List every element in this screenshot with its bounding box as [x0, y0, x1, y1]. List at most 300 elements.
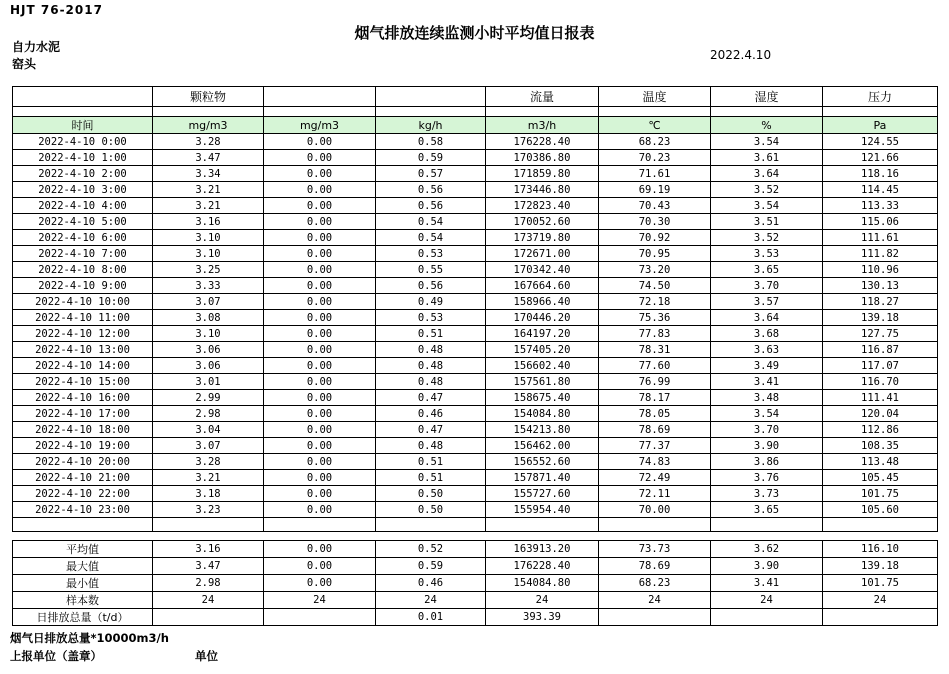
time-cell: 2022-4-10 20:00 [13, 454, 153, 470]
table-row [13, 358, 938, 374]
value-cell: 3.63 [711, 342, 823, 358]
value-cell: 3.51 [711, 214, 823, 230]
table-row [13, 150, 938, 166]
summary-label-cell: 日排放总量（t/d） [13, 609, 153, 626]
value-cell: 0.00 [264, 575, 376, 592]
value-cell: 3.64 [711, 166, 823, 182]
value-cell: 78.69 [599, 422, 711, 438]
table-row [13, 558, 938, 575]
value-cell: 3.06 [153, 342, 264, 358]
time-cell: 2022-4-10 16:00 [13, 390, 153, 406]
value-cell: 171859.80 [486, 166, 599, 182]
value-cell: 130.13 [823, 278, 938, 294]
value-cell: 111.61 [823, 230, 938, 246]
hourly-data-table [12, 86, 938, 532]
value-cell: 3.54 [711, 198, 823, 214]
value-cell: 0.56 [376, 182, 486, 198]
value-cell: 154213.80 [486, 422, 599, 438]
value-cell: 77.37 [599, 438, 711, 454]
value-cell: 77.83 [599, 326, 711, 342]
value-cell: 3.18 [153, 486, 264, 502]
value-cell: 0.00 [264, 326, 376, 342]
empty-cell [486, 518, 599, 532]
time-cell: 2022-4-10 2:00 [13, 166, 153, 182]
value-cell: 0.46 [376, 575, 486, 592]
value-cell: 113.48 [823, 454, 938, 470]
value-cell: 158966.40 [486, 294, 599, 310]
value-cell: 101.75 [823, 486, 938, 502]
value-cell: 74.50 [599, 278, 711, 294]
value-cell: 0.48 [376, 342, 486, 358]
value-cell: 3.06 [153, 358, 264, 374]
value-cell: 0.00 [264, 150, 376, 166]
spacer-cell [486, 107, 599, 117]
value-cell: 68.23 [599, 575, 711, 592]
value-cell: 71.61 [599, 166, 711, 182]
value-cell: 0.48 [376, 438, 486, 454]
time-cell: 2022-4-10 9:00 [13, 278, 153, 294]
value-cell: 170446.20 [486, 310, 599, 326]
value-cell: 117.07 [823, 358, 938, 374]
value-cell: 0.00 [264, 246, 376, 262]
value-cell: 154084.80 [486, 575, 599, 592]
value-cell: 24 [823, 592, 938, 609]
value-cell: 118.16 [823, 166, 938, 182]
value-cell: 3.28 [153, 134, 264, 150]
value-cell: 110.96 [823, 262, 938, 278]
time-cell: 2022-4-10 18:00 [13, 422, 153, 438]
value-cell: 155954.40 [486, 502, 599, 518]
value-cell: 0.01 [376, 609, 486, 626]
value-cell: 78.69 [599, 558, 711, 575]
value-cell: 114.45 [823, 182, 938, 198]
value-cell: 3.62 [711, 541, 823, 558]
value-cell: 3.90 [711, 438, 823, 454]
value-cell: 157871.40 [486, 470, 599, 486]
value-cell: 3.49 [711, 358, 823, 374]
value-cell: 0.00 [264, 454, 376, 470]
value-cell: 3.07 [153, 438, 264, 454]
value-cell: 164197.20 [486, 326, 599, 342]
value-cell: 0.00 [264, 342, 376, 358]
time-cell: 2022-4-10 3:00 [13, 182, 153, 198]
table-row [13, 278, 938, 294]
value-cell: 0.57 [376, 166, 486, 182]
value-cell: 3.90 [711, 558, 823, 575]
summary-label-cell: 样本数 [13, 592, 153, 609]
value-cell: 0.52 [376, 541, 486, 558]
value-cell: 157561.80 [486, 374, 599, 390]
value-cell: 3.57 [711, 294, 823, 310]
value-cell: 0.51 [376, 326, 486, 342]
unit-pa: Pa [823, 117, 938, 134]
value-cell: 75.36 [599, 310, 711, 326]
value-cell: 3.52 [711, 230, 823, 246]
page-title: 烟气排放连续监测小时平均值日报表 [354, 24, 595, 42]
time-cell: 2022-4-10 7:00 [13, 246, 153, 262]
value-cell: 3.76 [711, 470, 823, 486]
value-cell: 24 [264, 592, 376, 609]
table-row [13, 609, 938, 626]
value-cell: 3.01 [153, 374, 264, 390]
value-cell: 74.83 [599, 454, 711, 470]
time-cell: 2022-4-10 17:00 [13, 406, 153, 422]
value-cell: 0.00 [264, 406, 376, 422]
value-cell: 3.52 [711, 182, 823, 198]
value-cell: 3.48 [711, 390, 823, 406]
value-cell: 0.59 [376, 150, 486, 166]
value-cell: 108.35 [823, 438, 938, 454]
value-cell: 0.00 [264, 198, 376, 214]
value-cell: 3.04 [153, 422, 264, 438]
value-cell: 0.46 [376, 406, 486, 422]
value-cell: 0.53 [376, 310, 486, 326]
footer-signature-line [10, 648, 949, 664]
table-head [13, 87, 938, 134]
table-section-gap [0, 532, 949, 540]
trailing-empty-section [13, 518, 938, 532]
table-row [13, 230, 938, 246]
value-cell: 3.70 [711, 278, 823, 294]
value-cell: 0.53 [376, 246, 486, 262]
value-cell: 3.21 [153, 182, 264, 198]
standard-code: HJT 76-2017 [10, 3, 103, 17]
value-cell: 0.49 [376, 294, 486, 310]
value-cell: 78.17 [599, 390, 711, 406]
value-cell: 69.19 [599, 182, 711, 198]
value-cell: 154084.80 [486, 406, 599, 422]
time-cell: 2022-4-10 1:00 [13, 150, 153, 166]
units-header-row [13, 117, 938, 134]
value-cell: 0.55 [376, 262, 486, 278]
time-cell: 2022-4-10 5:00 [13, 214, 153, 230]
value-cell: 0.50 [376, 502, 486, 518]
unit-kgh: kg/h [376, 117, 486, 134]
time-cell: 2022-4-10 14:00 [13, 358, 153, 374]
value-cell: 24 [376, 592, 486, 609]
value-cell: 3.28 [153, 454, 264, 470]
value-cell: 3.47 [153, 150, 264, 166]
value-cell: 105.60 [823, 502, 938, 518]
value-cell: 167664.60 [486, 278, 599, 294]
value-cell: 158675.40 [486, 390, 599, 406]
header-spacer-cell [13, 87, 153, 107]
value-cell: 70.92 [599, 230, 711, 246]
spacer-cell [599, 107, 711, 117]
value-cell: 112.86 [823, 422, 938, 438]
value-cell: 3.64 [711, 310, 823, 326]
value-cell: 176228.40 [486, 134, 599, 150]
column-header-blank-1 [264, 87, 376, 107]
value-cell: 0.00 [264, 502, 376, 518]
value-cell: 3.54 [711, 134, 823, 150]
value-cell: 0.56 [376, 198, 486, 214]
value-cell: 0.00 [264, 134, 376, 150]
value-cell: 0.00 [264, 182, 376, 198]
value-cell: 3.65 [711, 262, 823, 278]
time-cell: 2022-4-10 6:00 [13, 230, 153, 246]
value-cell: 78.31 [599, 342, 711, 358]
value-cell: 0.51 [376, 454, 486, 470]
time-cell: 2022-4-10 11:00 [13, 310, 153, 326]
value-cell: 111.41 [823, 390, 938, 406]
unit-label: 单位 [195, 649, 218, 663]
value-cell: 3.33 [153, 278, 264, 294]
value-cell: 3.41 [711, 374, 823, 390]
value-cell: 173446.80 [486, 182, 599, 198]
value-cell: 24 [153, 592, 264, 609]
time-cell: 2022-4-10 21:00 [13, 470, 153, 486]
value-cell: 115.06 [823, 214, 938, 230]
value-cell: 124.55 [823, 134, 938, 150]
value-cell: 68.23 [599, 134, 711, 150]
empty-cell [376, 518, 486, 532]
empty-cell [153, 518, 264, 532]
column-header-temperature: 温度 [599, 87, 711, 107]
spacer-cell [711, 107, 823, 117]
empty-row [13, 518, 938, 532]
column-header-blank-2 [376, 87, 486, 107]
unit-mgm3-2: mg/m3 [264, 117, 376, 134]
unit-celsius: ℃ [599, 117, 711, 134]
monitoring-point: 窑头 [12, 57, 37, 71]
value-cell: 0.00 [264, 358, 376, 374]
header-spacer-cell-2 [13, 107, 153, 117]
spacer-cell [823, 107, 938, 117]
value-cell: 0.00 [264, 486, 376, 502]
value-cell: 111.82 [823, 246, 938, 262]
value-cell: 3.68 [711, 326, 823, 342]
value-cell: 3.21 [153, 470, 264, 486]
value-cell: 0.54 [376, 214, 486, 230]
spacer-cell [376, 107, 486, 117]
value-cell: 139.18 [823, 558, 938, 575]
value-cell: 0.00 [264, 541, 376, 558]
value-cell: 2.99 [153, 390, 264, 406]
value-cell: 0.00 [264, 310, 376, 326]
time-cell: 2022-4-10 19:00 [13, 438, 153, 454]
value-cell [599, 609, 711, 626]
empty-cell [264, 518, 376, 532]
value-cell: 173719.80 [486, 230, 599, 246]
summary-label-cell: 平均值 [13, 541, 153, 558]
value-cell: 78.05 [599, 406, 711, 422]
value-cell: 3.34 [153, 166, 264, 182]
value-cell: 73.73 [599, 541, 711, 558]
table-row [13, 374, 938, 390]
value-cell: 70.30 [599, 214, 711, 230]
value-cell [823, 609, 938, 626]
unit-m3h: m3/h [486, 117, 599, 134]
value-cell: 70.95 [599, 246, 711, 262]
value-cell: 72.11 [599, 486, 711, 502]
value-cell: 70.23 [599, 150, 711, 166]
value-cell: 156552.60 [486, 454, 599, 470]
time-cell: 2022-4-10 23:00 [13, 502, 153, 518]
value-cell: 116.87 [823, 342, 938, 358]
value-cell: 0.00 [264, 230, 376, 246]
value-cell: 0.47 [376, 390, 486, 406]
document-header [0, 0, 949, 86]
table-row [13, 262, 938, 278]
value-cell: 0.50 [376, 486, 486, 502]
value-cell: 116.70 [823, 374, 938, 390]
table-row [13, 390, 938, 406]
value-cell: 3.25 [153, 262, 264, 278]
reporting-unit-label: 上报单位（盖章） [10, 649, 102, 663]
time-cell: 2022-4-10 4:00 [13, 198, 153, 214]
table-row [13, 342, 938, 358]
table-row [13, 326, 938, 342]
value-cell: 172671.00 [486, 246, 599, 262]
empty-cell [13, 518, 153, 532]
value-cell: 24 [486, 592, 599, 609]
table-row [13, 406, 938, 422]
table-row [13, 182, 938, 198]
value-cell: 176228.40 [486, 558, 599, 575]
value-cell: 0.47 [376, 422, 486, 438]
value-cell: 118.27 [823, 294, 938, 310]
value-cell: 24 [711, 592, 823, 609]
value-cell: 0.00 [264, 166, 376, 182]
value-cell: 76.99 [599, 374, 711, 390]
value-cell: 2.98 [153, 406, 264, 422]
value-cell: 3.10 [153, 246, 264, 262]
value-cell: 0.00 [264, 390, 376, 406]
value-cell: 121.66 [823, 150, 938, 166]
value-cell: 3.21 [153, 198, 264, 214]
time-cell: 2022-4-10 22:00 [13, 486, 153, 502]
value-cell: 0.51 [376, 470, 486, 486]
value-cell: 3.41 [711, 575, 823, 592]
value-cell: 70.43 [599, 198, 711, 214]
company-name: 自力水泥 [12, 40, 61, 54]
value-cell: 3.07 [153, 294, 264, 310]
value-cell: 3.23 [153, 502, 264, 518]
hourly-rows [13, 134, 938, 518]
value-cell: 3.10 [153, 230, 264, 246]
value-cell: 116.10 [823, 541, 938, 558]
empty-cell [599, 518, 711, 532]
value-cell: 73.20 [599, 262, 711, 278]
value-cell: 3.86 [711, 454, 823, 470]
value-cell: 3.73 [711, 486, 823, 502]
value-cell: 0.56 [376, 278, 486, 294]
summary-label-cell: 最小值 [13, 575, 153, 592]
table-row [13, 454, 938, 470]
document-footer [10, 630, 949, 664]
value-cell: 0.58 [376, 134, 486, 150]
value-cell: 0.00 [264, 262, 376, 278]
table-row [13, 422, 938, 438]
time-cell: 2022-4-10 15:00 [13, 374, 153, 390]
spacer-cell [153, 107, 264, 117]
value-cell: 156462.00 [486, 438, 599, 454]
value-cell [711, 609, 823, 626]
value-cell: 157405.20 [486, 342, 599, 358]
value-cell: 3.47 [153, 558, 264, 575]
table-row [13, 294, 938, 310]
report-date: 2022.4.10 [710, 48, 772, 62]
column-header-pressure: 压力 [823, 87, 938, 107]
column-header-flow: 流量 [486, 87, 599, 107]
value-cell: 170342.40 [486, 262, 599, 278]
unit-percent: % [711, 117, 823, 134]
table-row [13, 134, 938, 150]
table-row [13, 592, 938, 609]
table-row [13, 166, 938, 182]
value-cell: 77.60 [599, 358, 711, 374]
value-cell: 3.54 [711, 406, 823, 422]
value-cell: 139.18 [823, 310, 938, 326]
summary-table [12, 540, 938, 626]
total-emission-note: 烟气日排放总量*10000m3/h [10, 631, 169, 645]
value-cell: 0.00 [264, 374, 376, 390]
value-cell: 2.98 [153, 575, 264, 592]
table-row [13, 541, 938, 558]
value-cell: 3.70 [711, 422, 823, 438]
summary-label-cell: 最大值 [13, 558, 153, 575]
value-cell: 72.18 [599, 294, 711, 310]
value-cell: 70.00 [599, 502, 711, 518]
empty-cell [711, 518, 823, 532]
time-cell: 2022-4-10 8:00 [13, 262, 153, 278]
table-row [13, 438, 938, 454]
value-cell: 127.75 [823, 326, 938, 342]
value-cell: 3.61 [711, 150, 823, 166]
table-row [13, 470, 938, 486]
value-cell: 105.45 [823, 470, 938, 486]
value-cell: 3.16 [153, 214, 264, 230]
value-cell: 0.00 [264, 422, 376, 438]
value-cell: 0.54 [376, 230, 486, 246]
unit-mgm3-1: mg/m3 [153, 117, 264, 134]
time-cell: 2022-4-10 12:00 [13, 326, 153, 342]
table-row [13, 486, 938, 502]
column-header-humidity: 湿度 [711, 87, 823, 107]
value-cell: 163913.20 [486, 541, 599, 558]
table-row [13, 198, 938, 214]
value-cell [153, 609, 264, 626]
value-cell: 393.39 [486, 609, 599, 626]
value-cell: 3.10 [153, 326, 264, 342]
summary-rows [13, 541, 938, 626]
table-row [13, 246, 938, 262]
time-cell: 2022-4-10 13:00 [13, 342, 153, 358]
value-cell: 113.33 [823, 198, 938, 214]
value-cell: 72.49 [599, 470, 711, 486]
value-cell: 170052.60 [486, 214, 599, 230]
value-cell: 3.53 [711, 246, 823, 262]
value-cell [264, 609, 376, 626]
table-row [13, 502, 938, 518]
value-cell: 3.08 [153, 310, 264, 326]
value-cell: 0.00 [264, 278, 376, 294]
table-row [13, 214, 938, 230]
value-cell: 155727.60 [486, 486, 599, 502]
column-header-particulate: 颗粒物 [153, 87, 264, 107]
spacer-cell [264, 107, 376, 117]
value-cell: 0.00 [264, 558, 376, 575]
value-cell: 0.59 [376, 558, 486, 575]
table-row [13, 310, 938, 326]
value-cell: 0.00 [264, 294, 376, 310]
time-column-header: 时间 [13, 117, 153, 134]
value-cell: 0.00 [264, 470, 376, 486]
table-row [13, 575, 938, 592]
value-cell: 3.65 [711, 502, 823, 518]
time-cell: 2022-4-10 0:00 [13, 134, 153, 150]
